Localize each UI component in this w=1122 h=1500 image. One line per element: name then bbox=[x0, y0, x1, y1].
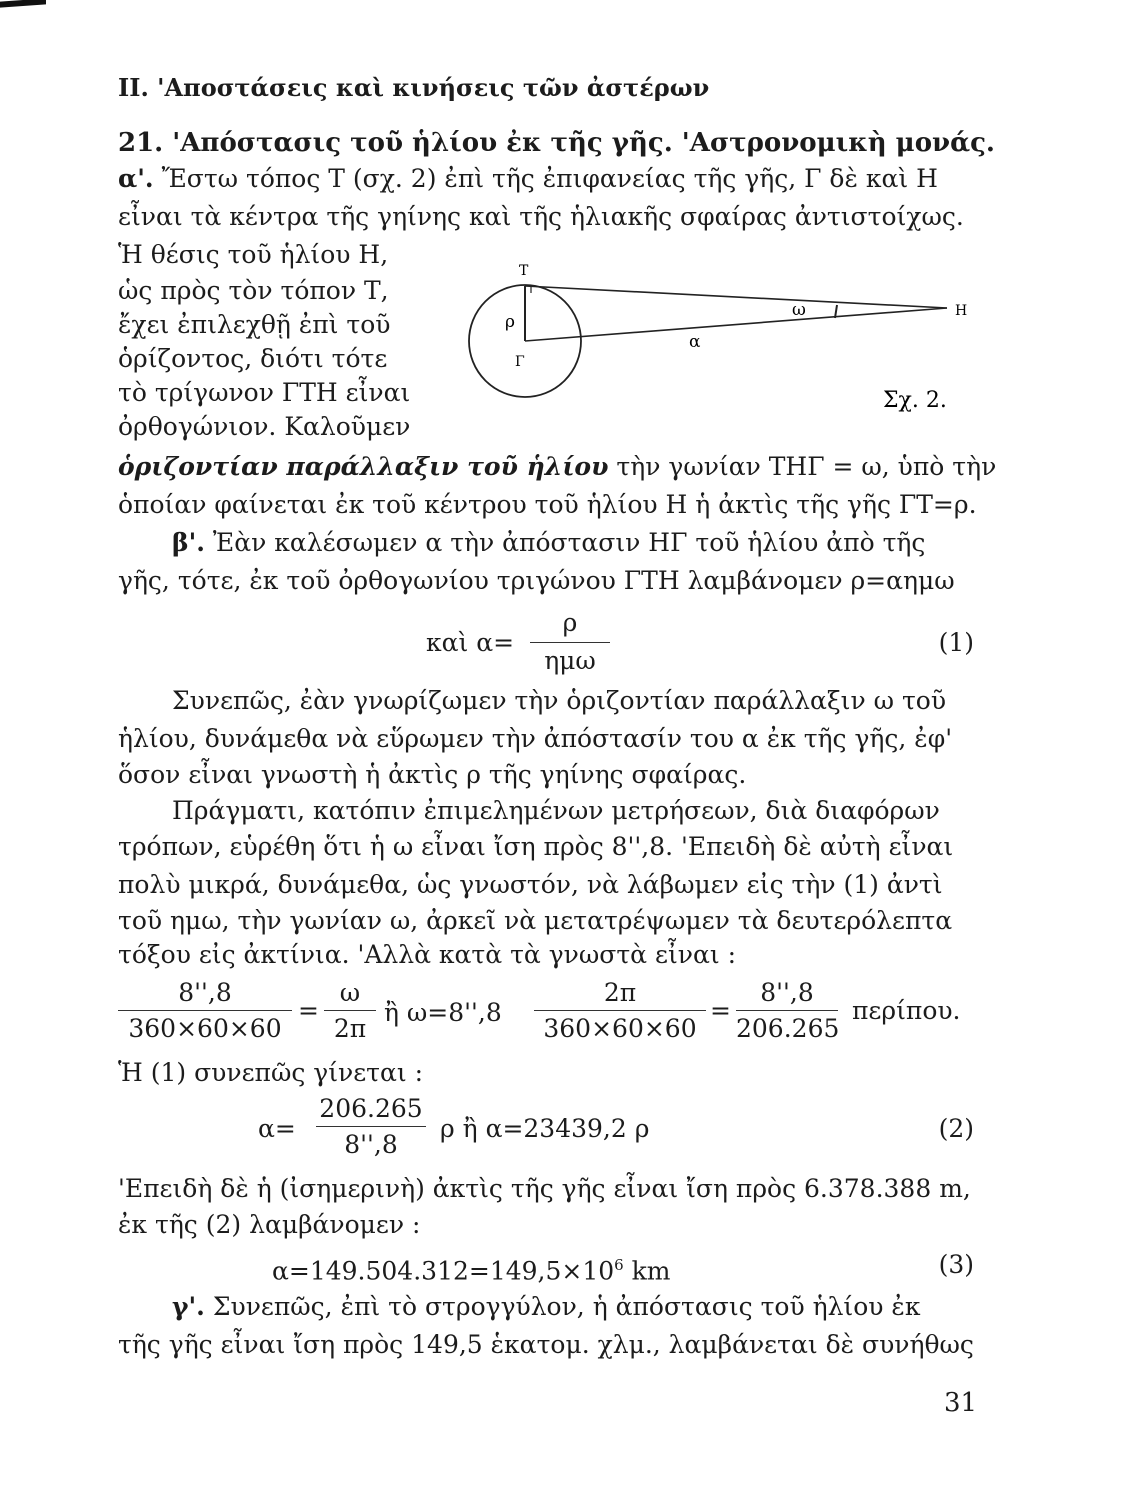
conv-f4-numerator: 8'',8 bbox=[760, 978, 814, 1007]
paragraph-line: πολὺ μικρά, δυνάμεθα, ὡς γνωστόν, νὰ λάβωμεν εἰς τὴν (1) ἀντὶ bbox=[118, 870, 943, 899]
eq1-fraction-bar bbox=[530, 642, 610, 643]
conv-f2-bar bbox=[324, 1010, 376, 1011]
left-col-line: ὀρθογώνιον. Καλοῦμεν bbox=[118, 412, 411, 441]
label-G: Γ bbox=[515, 354, 525, 370]
paragraph-21-heading bbox=[118, 128, 995, 158]
eq1-numerator: ρ bbox=[562, 608, 578, 637]
section-heading: II. 'Αποστάσεις καὶ κινήσεις τῶν ἀστέρων bbox=[118, 73, 710, 102]
paragraph-title: 'Απόστασις τοῦ ἡλίου ἐκ τῆς γῆς. 'Αστρονομικὴ μονάς. bbox=[172, 128, 995, 158]
page-number: 31 bbox=[944, 1388, 978, 1418]
gamma-line-2: τῆς γῆς εἶναι ἴση πρὸς 149,5 ἑκατομ. χλμ., λαμβάνεται δὲ συνήθως bbox=[118, 1330, 974, 1359]
conv-suffix: περίπου. bbox=[852, 996, 961, 1025]
eq1-prefix: καὶ α= bbox=[426, 628, 515, 657]
eq3-exponent: 6 bbox=[614, 1256, 624, 1274]
paragraph-line: ὅσον εἶναι γνωστὴ ἡ ἀκτὶς ρ τῆς γηίνης σφαίρας. bbox=[118, 760, 747, 789]
conv-f1-bar bbox=[118, 1010, 292, 1011]
beta-line-2: γῆς, τότε, ἐκ τοῦ ὀρθογωνίου τριγώνου ΓΤΗ λαμβάνομεν ρ=αημω bbox=[118, 566, 955, 595]
center-line bbox=[525, 308, 947, 341]
eq2-tag: (2) bbox=[938, 1114, 974, 1143]
tangent-line bbox=[525, 286, 947, 308]
eq3-text: α=149.504.312=149,5×10 bbox=[272, 1256, 615, 1286]
since-line: 'Επειδὴ δὲ ἡ (ἰσημερινὴ) ἀκτὶς τῆς γῆς εἶναι ἴση πρὸς 6.378.388 m, bbox=[118, 1174, 971, 1203]
figure-2 bbox=[425, 255, 985, 425]
eq1-tag: (1) bbox=[938, 628, 974, 657]
eq3-tag: (3) bbox=[938, 1250, 974, 1279]
eq3-unit: km bbox=[623, 1256, 671, 1286]
label-omega: ω bbox=[792, 300, 806, 320]
eq2-denominator: 8'',8 bbox=[344, 1130, 398, 1159]
conv-f3-denominator: 360×60×60 bbox=[543, 1014, 697, 1043]
eq2-prefix: α= bbox=[258, 1114, 296, 1143]
left-col-line: τὸ τρίγωνον ΓΤΗ εἶναι bbox=[118, 378, 411, 407]
eq2-rest: ρ ἢ α=23439,2 ρ bbox=[440, 1114, 650, 1143]
definition-line-2: ὁποίαν φαίνεται ἐκ τοῦ κέντρου τοῦ ἡλίου Η ἡ ἀκτὶς τῆς γῆς ΓΤ=ρ. bbox=[118, 490, 977, 519]
eq2-fraction-bar bbox=[316, 1126, 426, 1127]
conv-f2-denominator: 2π bbox=[333, 1014, 367, 1043]
conv-f4-denominator: 206.265 bbox=[736, 1014, 840, 1043]
beta-label: β'. bbox=[172, 528, 205, 557]
conv-equals: = bbox=[298, 996, 319, 1025]
label-T: Τ bbox=[519, 263, 529, 279]
definition-line bbox=[118, 452, 996, 482]
since-line: ἐκ τῆς (2) λαμβάνομεν : bbox=[118, 1210, 421, 1239]
conv-equals-2: = bbox=[710, 996, 731, 1025]
left-col-line: ἔχει ἐπιλεχθῇ ἐπὶ τοῦ bbox=[118, 310, 391, 339]
gamma-text: Συνεπῶς, ἐπὶ τὸ στρογγύλον, ἡ ἀπόστασις τοῦ ἡλίου ἐκ bbox=[212, 1292, 921, 1321]
conv-f3-numerator: 2π bbox=[603, 978, 637, 1007]
label-alpha: α bbox=[689, 332, 701, 352]
paragraph-line: Πράγματι, κατόπιν ἐπιμελημένων μετρήσεων, διὰ διαφόρων bbox=[172, 796, 940, 825]
eq2-numerator: 206.265 bbox=[319, 1094, 423, 1123]
paragraph-number: 21. bbox=[118, 128, 164, 158]
label-H: Η bbox=[955, 303, 968, 319]
alpha-label: α'. bbox=[118, 164, 154, 193]
left-col-line: ὡς πρὸς τὸν τόπον Τ, bbox=[118, 276, 389, 305]
eq1-denominator: ημω bbox=[544, 646, 596, 675]
conv-f3-bar bbox=[534, 1010, 706, 1011]
figure-caption: Σχ. 2. bbox=[883, 388, 947, 413]
defined-term: ὁριζοντίαν παράλλαξιν τοῦ ἡλίου bbox=[118, 452, 609, 481]
conv-middle: ἢ ω=8'',8 bbox=[384, 998, 502, 1027]
definition-text: τὴν γωνίαν ΤΗΓ = ω, ὑπὸ τὴν bbox=[616, 452, 997, 481]
alpha-text: Ἔστω τόπος Τ (σχ. 2) ἐπὶ τῆς ἐπιφανείας τῆς γῆς, Γ δὲ καὶ Η bbox=[161, 164, 938, 193]
conv-f1-denominator: 360×60×60 bbox=[128, 1014, 282, 1043]
gamma-label: γ'. bbox=[172, 1292, 205, 1321]
paragraph-line: ἡλίου, δυνάμεθα νὰ εὕρωμεν τὴν ἀπόστασίν του α ἐκ τῆς γῆς, ἐφ' bbox=[118, 724, 953, 753]
paragraph-line: Συνεπῶς, ἐὰν γνωρίζωμεν τὴν ὁριζοντίαν παράλλαξιν ω τοῦ bbox=[172, 686, 947, 715]
conv-f2-numerator: ω bbox=[339, 978, 361, 1007]
paragraph-line: τρόπων, εὑρέθη ὅτι ἡ ω εἶναι ἴση πρὸς 8'',8. 'Επειδὴ δὲ αὐτὴ εἶναι bbox=[118, 832, 954, 861]
becomes-line: Ἡ (1) συνεπῶς γίνεται : bbox=[118, 1058, 424, 1087]
scan-corner-mark bbox=[0, 0, 46, 8]
left-col-line: ὁρίζοντος, διότι τότε bbox=[118, 344, 388, 373]
paragraph-line: τοῦ ημω, τὴν γωνίαν ω, ἀρκεῖ νὰ μετατρέψωμεν τὰ δευτερόλεπτα bbox=[118, 906, 953, 935]
paragraph-line: τόξου εἰς ἀκτίνια. 'Αλλὰ κατὰ τὰ γνωστὰ εἶναι : bbox=[118, 940, 736, 969]
gamma-line-1 bbox=[172, 1292, 920, 1322]
alpha-line-1 bbox=[118, 164, 938, 194]
conv-f1-numerator: 8'',8 bbox=[178, 978, 232, 1007]
beta-line-1 bbox=[172, 528, 925, 558]
label-rho: ρ bbox=[505, 312, 515, 332]
eq3 bbox=[272, 1250, 671, 1286]
conv-f4-bar bbox=[736, 1010, 838, 1011]
beta-text: Ἐὰν καλέσωμεν α τὴν ἀπόστασιν ΗΓ τοῦ ἡλίου ἀπὸ τῆς bbox=[212, 528, 926, 557]
left-col-line: Ἡ θέσις τοῦ ἡλίου Η, bbox=[118, 240, 389, 269]
alpha-line-2: εἶναι τὰ κέντρα τῆς γηίνης καὶ τῆς ἡλιακῆς σφαίρας ἀντιστοίχως. bbox=[118, 202, 964, 231]
